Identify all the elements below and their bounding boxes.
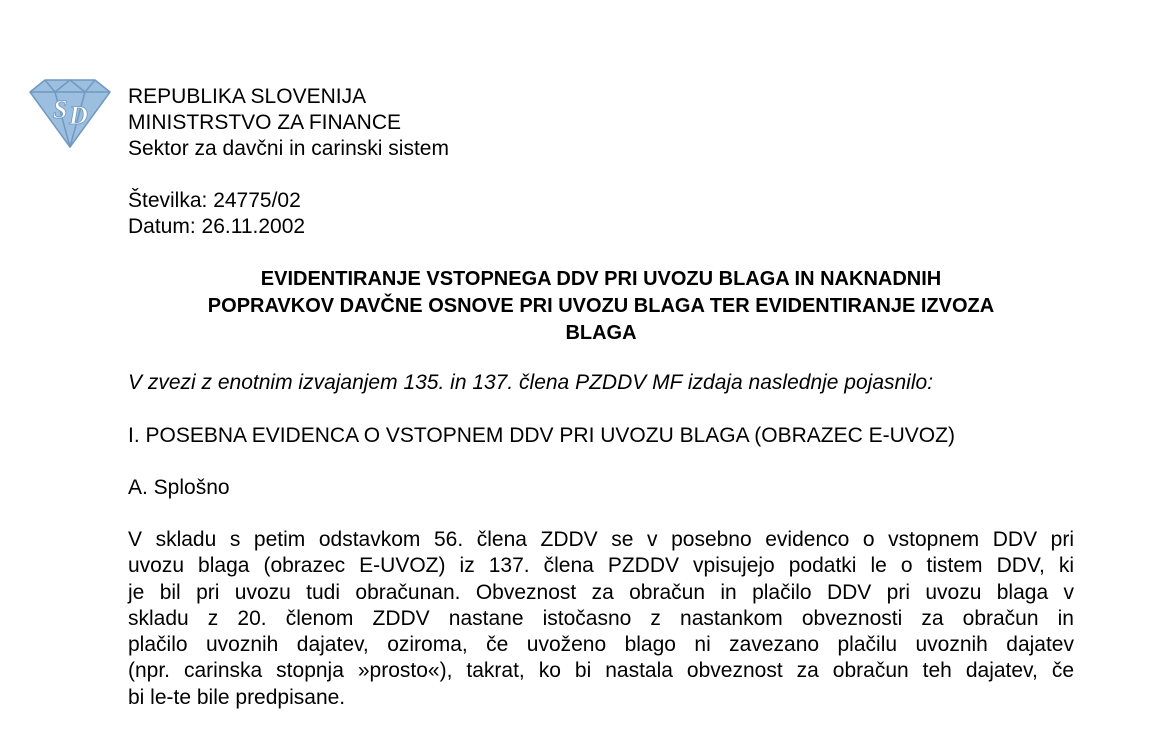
republic-name: REPUBLIKA SLOVENIJA xyxy=(128,85,367,108)
document-date: Datum: 26.11.2002 xyxy=(128,215,306,238)
document-number: Številka: 24775/02 xyxy=(128,189,301,212)
title-line-2: POPRAVKOV DAVČNE OSNOVE PRI UVOZU BLAGA TER EVIDENTIRANJE IZVOZA xyxy=(207,295,995,317)
sector-name: Sektor za davčni in carinski sistem xyxy=(128,137,449,160)
paragraph-line: skladu z 20. členom ZDDV nastane istočasno z nastankom obveznosti za obračun in xyxy=(128,606,1074,630)
document-meta xyxy=(128,188,305,240)
body-paragraph xyxy=(128,527,1074,711)
intro-sentence: V zvezi z enotnim izvajanjem 135. in 137. člena PZDDV MF izdaja naslednje pojasnilo: xyxy=(128,371,934,394)
ministry-logo xyxy=(27,78,113,150)
paragraph-line: (npr. carinska stopnja »prosto«), takrat, ko bi nastala obveznost za obračun teh dajatev, če xyxy=(128,659,1074,683)
paragraph-line: je bil pri uvozu tudi obračunan. Obveznost za obračun in plačilo DDV pri uvozu blaga v xyxy=(128,580,1074,604)
svg-text:S: S xyxy=(53,95,68,124)
subsection-heading: A. Splošno xyxy=(128,476,230,499)
svg-text:D: D xyxy=(69,101,88,130)
section-heading: I. POSEBNA EVIDENCA O VSTOPNEM DDV PRI UVOZU BLAGA (OBRAZEC E-UVOZ) xyxy=(128,424,955,447)
paragraph-line: bi le-te bile predpisane. xyxy=(128,685,346,709)
ministry-name: MINISTRSTVO ZA FINANCE xyxy=(128,111,402,134)
paragraph-line: uvozu blaga (obrazec E-UVOZ) iz 137. člena PZDDV vpisujejo podatki le o tistem DDV, ki xyxy=(128,554,1074,578)
letterhead xyxy=(128,84,449,162)
ministry-diamond-logo-icon xyxy=(27,78,113,150)
title-line-1: EVIDENTIRANJE VSTOPNEGA DDV PRI UVOZU BLAGA IN NAKNADNIH xyxy=(260,268,942,290)
paragraph-line: plačilo uvoznih dajatev, oziroma, če uvoženo blago ni zavezano plačilu uvoznih dajatev xyxy=(128,633,1074,657)
title-line-3: BLAGA xyxy=(565,322,637,344)
paragraph-line: V skladu s petim odstavkom 56. člena ZDDV se v posebno evidenco o vstopnem DDV pri xyxy=(128,528,1074,551)
document-title xyxy=(128,266,1074,347)
